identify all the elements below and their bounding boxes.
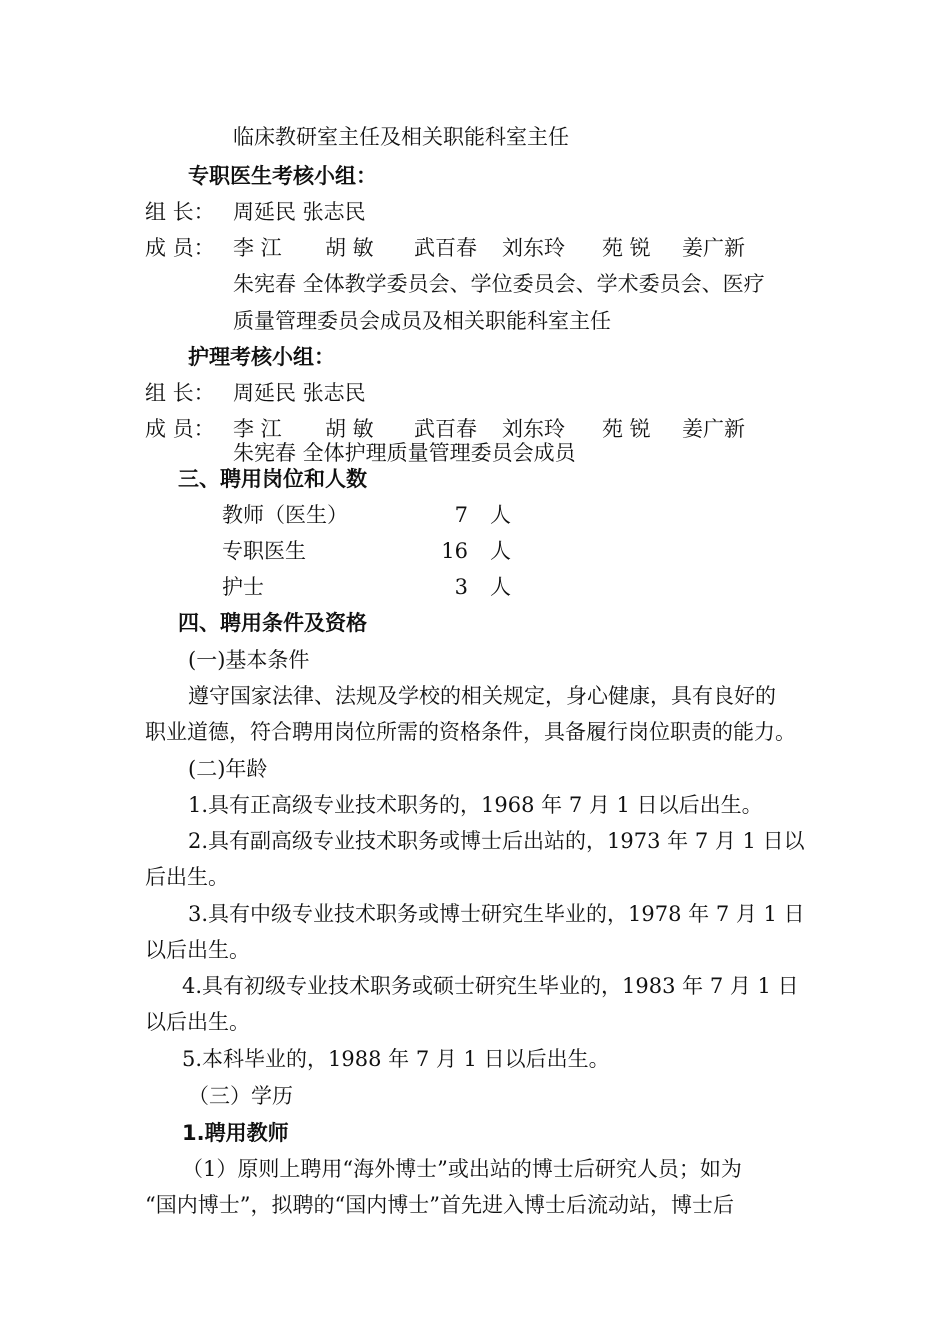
nurse-leader-names: 周延民 张志民 <box>233 381 366 405</box>
sub-heading-age: (二)年龄 <box>188 757 268 781</box>
post-name-doctor: 专职医生 <box>222 539 306 563</box>
post-count-teacher: 7 <box>454 503 468 527</box>
member-name: 李 江 <box>233 417 282 441</box>
member-name: 胡 敏 <box>325 417 374 441</box>
member-name: 姜广新 <box>682 236 745 260</box>
member-name: 姜广新 <box>682 417 745 441</box>
member-name: 武百春 <box>414 417 477 441</box>
post-unit-teacher: 人 <box>490 503 511 527</box>
age-item-1: 1.具有正高级专业技术职务的，1968 年 7 月 1 日以后出生。 <box>188 793 763 817</box>
post-count-doctor: 16 <box>441 539 468 563</box>
post-name-nurse: 护士 <box>222 575 264 599</box>
section4-heading: 四、聘用条件及资格 <box>178 611 367 635</box>
basic-conditions-line1: 遵守国家法律、法规及学校的相关规定，身心健康，具有良好的 <box>188 684 776 708</box>
sub-heading-basic: (一)基本条件 <box>188 648 310 672</box>
post-name-teacher: 教师（医生） <box>222 503 348 527</box>
age-item-3-line1: 3.具有中级专业技术职务或博士研究生毕业的，1978 年 7 月 1 日 <box>188 902 805 926</box>
nurse-members-label: 成 员： <box>145 417 215 441</box>
doctor-group-title: 专职医生考核小组： <box>188 164 377 188</box>
teacher-heading: 1.聘用教师 <box>182 1121 289 1145</box>
member-name: 李 江 <box>233 236 282 260</box>
doctor-leader-label: 组 长： <box>145 200 215 224</box>
member-name: 刘东玲 <box>502 236 565 260</box>
doctor-members-cont2: 质量管理委员会成员及相关职能科室主任 <box>233 309 611 333</box>
nurse-members-cont1: 朱宪春 全体护理质量管理委员会成员 <box>233 441 576 465</box>
teacher-paragraph-line2: “国内博士”，拟聘的“国内博士”首先进入博士后流动站，博士后 <box>145 1193 734 1217</box>
age-item-3-line2: 以后出生。 <box>145 938 250 962</box>
age-item-2-line1: 2.具有副高级专业技术职务或博士后出站的，1973 年 7 月 1 日以 <box>188 829 805 853</box>
doctor-members-label: 成 员： <box>145 236 215 260</box>
doctor-members-cont1: 朱宪春 全体教学委员会、学位委员会、学术委员会、医疗 <box>233 272 765 296</box>
age-item-2-line2: 后出生。 <box>145 865 229 889</box>
post-count-nurse: 3 <box>454 575 468 599</box>
member-name: 苑 锐 <box>602 417 651 441</box>
age-item-4-line2: 以后出生。 <box>145 1010 250 1034</box>
sub-heading-education: （三）学历 <box>188 1084 293 1108</box>
basic-conditions-line2: 职业道德，符合聘用岗位所需的资格条件，具备履行岗位职责的能力。 <box>145 720 796 744</box>
doctor-leader-names: 周延民 张志民 <box>233 200 366 224</box>
post-unit-doctor: 人 <box>490 539 511 563</box>
post-unit-nurse: 人 <box>490 575 511 599</box>
section3-heading: 三、聘用岗位和人数 <box>178 467 367 491</box>
nurse-group-title: 护理考核小组： <box>188 345 335 369</box>
teacher-paragraph-line1: （1）原则上聘用“海外博士”或出站的博士后研究人员；如为 <box>182 1157 742 1181</box>
member-name: 武百春 <box>414 236 477 260</box>
member-name: 刘东玲 <box>502 417 565 441</box>
member-name: 苑 锐 <box>602 236 651 260</box>
age-item-4-line1: 4.具有初级专业技术职务或硕士研究生毕业的，1983 年 7 月 1 日 <box>182 974 799 998</box>
nurse-leader-label: 组 长： <box>145 381 215 405</box>
age-item-5: 5.本科毕业的，1988 年 7 月 1 日以后出生。 <box>182 1047 610 1071</box>
clinical-heads-line: 临床教研室主任及相关职能科室主任 <box>233 125 569 149</box>
member-name: 胡 敏 <box>325 236 374 260</box>
